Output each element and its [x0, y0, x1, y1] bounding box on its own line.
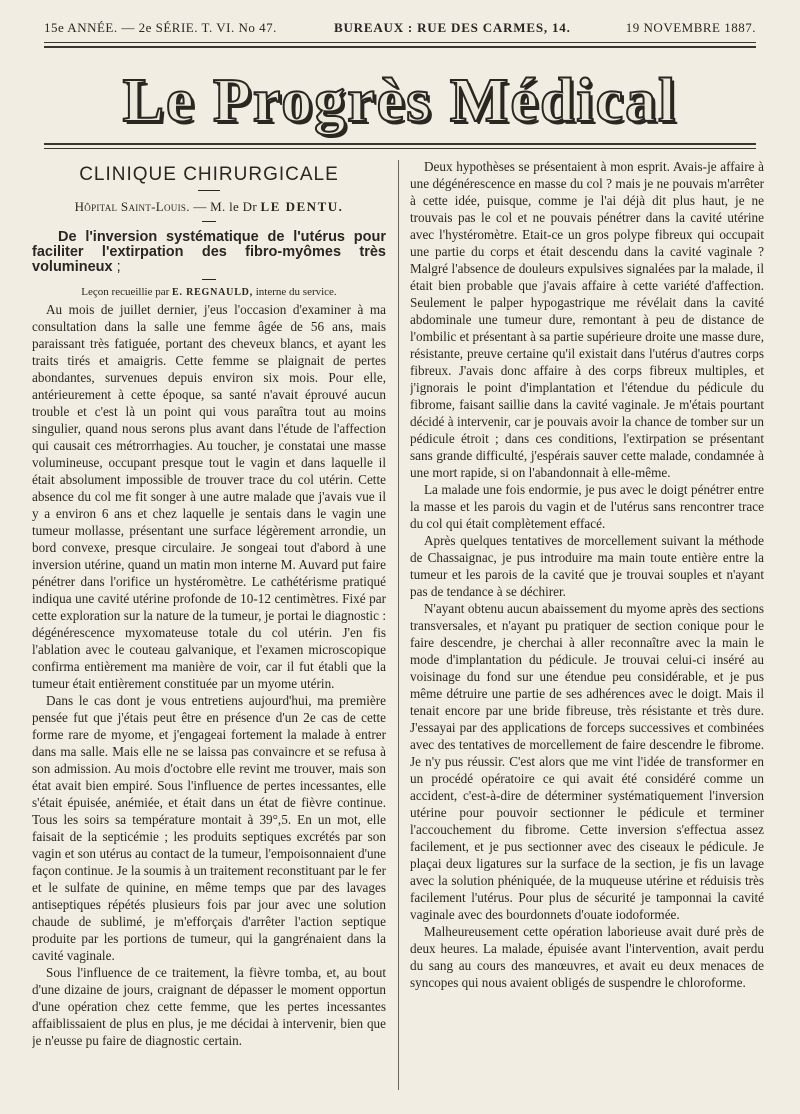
paragraph: Malheureusement cette opération laborieuse avait duré près de deux heures. La malade, épuisée avant l'intervention, avait perdu du sang au cours des manœuvres, et avait eu deux menaces de syncopes qui nous avaient obligés de suspendre le chloroforme. — [410, 924, 764, 990]
lecture-suffix: interne du service. — [253, 286, 337, 298]
article-title — [32, 230, 386, 275]
issue-date: 19 NOVEMBRE 1887. — [625, 20, 756, 35]
lecture-credit — [32, 286, 386, 298]
paragraph: Sous l'influence de ce traitement, la fièvre tomba, et, au bout d'une dizaine de jours, craignant de dépasser le moment opportun d'une opération chez cette femme, que les pertes incessantes affaiblissaient de plus en plus, je me décidai à intervenir, bien que je n'eusse pu faire de diagnostic certain. — [32, 965, 386, 1048]
paragraph: Après quelques tentatives de morcellement suivant la méthode de Chassaignac, je pus introduire ma main toute entière entre la tumeur et les parois de la cavité que je trouvai souples et n'ayant pas de tendance à se déchirer. — [410, 533, 764, 599]
paragraph: Au mois de juillet dernier, j'eus l'occasion d'examiner à ma consultation dans la salle une femme âgée de 56 ans, mais paraissant très fatiguée, portant des cheveux blancs, et ayant les traits tirés et amaigris. Cette femme se plaignait de pertes abondantes, survenues depuis environ six mois. Pour elle, antérieurement à cette époque, sa santé n'avait éprouvé aucun trouble et c'est là un point qui vous paraîtra tout au moins singulier, quand nous serons plus avant dans l'étude de l'affection qui causait ces métrorrhagies. Au toucher, je constatai une masse volumineuse, occupant presque tout le vagin et dans laquelle il était absolument impossible de trouver trace du col utérin. Cette absence du col me fit songer à une autre malade que j'avais vue il y a environ 6 ans et chez laquelle je sentais dans le vagin une tumeur mollasse, présentant une surface légèrement arrondie, un bord convexe, presque circulaire. Je songeai tout d'abord à une inversion utérine, quand un matin mon interne M. Auvard put faire pénétrer dans l'orifice un hystéromètre. Le cathétérisme pratiqué indiqua une cavité utérine profonde de 10-12 centimètres. Fixé par cette exploration sur la nature de la tumeur, je portai le diagnostic : dégénérescence myxomateuse totale du col utérin. J'en fis l'ablation avec le couteau galvanique, et l'examen microscopique confirma entièrement ma manière de voir, car il fut établi que la tumeur était entièrement constituée par un myome utérin. — [32, 302, 386, 691]
hospital-rule — [202, 221, 216, 222]
column-divider — [398, 160, 399, 1090]
left-column — [32, 158, 386, 1078]
masthead-rule-thick — [44, 143, 756, 145]
lecture-prefix: Leçon recueillie par — [81, 286, 172, 298]
header-rule-double — [44, 46, 756, 48]
issue-header — [44, 18, 756, 40]
header-rule-top — [44, 42, 756, 43]
section-title: CLINIQUE CHIRURGICALE — [79, 164, 339, 185]
paragraph: La malade une fois endormie, je pus avec le doigt pénétrer entre la masse et les parois du vagin et de l'utérus sans rencontrer trace du col qui était complètement effacé. — [410, 482, 764, 531]
paragraph: Dans le cas dont je vous entretiens aujourd'hui, ma première pensée fut que j'étais peut être en présence d'un 2e cas de cette forme rare de myome, et j'engageai fortement la malade à entrer dans ma salle. Mais elle ne se laissa pas convaincre et se refusa à son admission. Au mois d'octobre elle revint me trouver, mais son état avait bien empiré. Sous l'influence de pertes incessantes, elle s'était épuisée, anémiée, et était dans un état de fièvre continue. Tous les soirs sa température montait à 39°,5. En un mot, elle faisait de la septicémie ; les produits septiques excrétés par son vagin et son utérus au contact de la tumeur, l'empoisonnaient d'une façon continue. Je la soumis à un traitement reconstituant par le fer et le sulfate de quinine, en même temps que par des lavages antiseptiques répétés plusieurs fois par jour avec une solution chaude de sublimé, je m'efforçais d'arrêter l'action septique produite par les portions de tumeur, qui la gangrénaient dans la cavité vaginale. — [32, 693, 386, 963]
article-title-text: De l'inversion systématique de l'utérus pour faciliter l'extirpation des fibro-myômes très volumineux — [32, 229, 386, 275]
paragraph: N'ayant obtenu aucun abaissement du myome après des sections transversales, et n'ayant pu pratiquer de section conique pour le faire descendre, je cherchai à aller reconnaître avec la main le mode d'implantation du pédicule. Je trouvai celui-ci inséré au voisinage du fond sur une étendue peu considérable, et je pus même détruire une partie de ses adhérences avec le doigt. Mais il tenait encore par une bride fibreuse, très résistante et très dure. J'essayai par des applications de forceps successives et combinées avec des tentatives de morcellement de faire descendre le fibrome. Je n'y pus réussir. C'est alors que me vint l'idée de transformer en un procédé opératoire ce qui avait été considéré comme un accident, c'est-à-dire de déterminer systématiquement l'inversion utérine pour pouvoir sectionner le pédicule et terminer l'accouchement du fibrome. Cette inversion s'effectua assez facilement, et je pus sectionner avec des ciseaux le pédicule. Je plaçai deux ligatures sur la surface de la section, je fis un lavage avec la solution phéniquée, de la muqueuse utérine et réduisis très facilement l'utérus. Pour plus de sécurité je tamponnai la cavité vaginale avec des bourdonnets d'ouate iodoformée. — [410, 601, 764, 922]
hospital-name: Hôpital Saint-Louis. — [74, 199, 190, 214]
right-column — [410, 158, 764, 1078]
offices-address: BUREAUX : RUE DES CARMES, 14. — [334, 20, 571, 35]
title-rule — [202, 279, 216, 280]
issue-info: 15e ANNÉE. — 2e SÉRIE. T. VI. No 47. — [44, 20, 277, 35]
article-title-end: ; — [112, 259, 121, 275]
hospital-line — [32, 199, 386, 215]
masthead-rule-thin — [44, 148, 756, 149]
lecture-author: E. REGNAULD, — [172, 287, 253, 298]
masthead-title: Le Progrès Médical — [122, 67, 678, 135]
hospital-separator: — M. le Dr — [189, 199, 261, 214]
author-name: LE DENTU. — [260, 199, 344, 214]
section-rule — [198, 190, 220, 191]
paragraph: Deux hypothèses se présentaient à mon esprit. Avais-je affaire à une dégénérescence en masse du col ? mais je ne pouvais m'arrêter à cette idée, puisque, comme je l'ai déjà dit plus haut, je ne trouvais pas le col et ne pouvais pénétrer dans la cavité utérine avec l'hystéromètre. Etait-ce un gros polype fibreux qui occupait une partie du corps et était descendu dans la cavité vaginale ? Malgré l'absence de douleurs expulsives signalées par la malade, il était bien probable que j'avais affaire à cette variété d'affection. Seulement le palper hypogastrique me révélait dans la cavité abdominale une tumeur dure, remontant à peu de distance de l'ombilic et présentant à sa partie supérieure droite une masse dure, résistante, preuve certaine qu'il existait dans l'utérus d'autres corps fibreux. J'avais donc affaire à des corps fibreux multiples, et j'ignorais le point d'implantation et l'étendue du pédicule du fibrome, faisant saillie dans la cavité vaginale. Je m'étais pourtant décidé à intervenir, car je pouvais avoir la chance de tomber sur un pédicule étroit ; dans ces conditions, l'extirpation se présentant sans grande difficulté, j'espérais sauver cette malade, condamnée à une mort rapide, si on l'abandonnait à elle-même. — [410, 159, 764, 480]
